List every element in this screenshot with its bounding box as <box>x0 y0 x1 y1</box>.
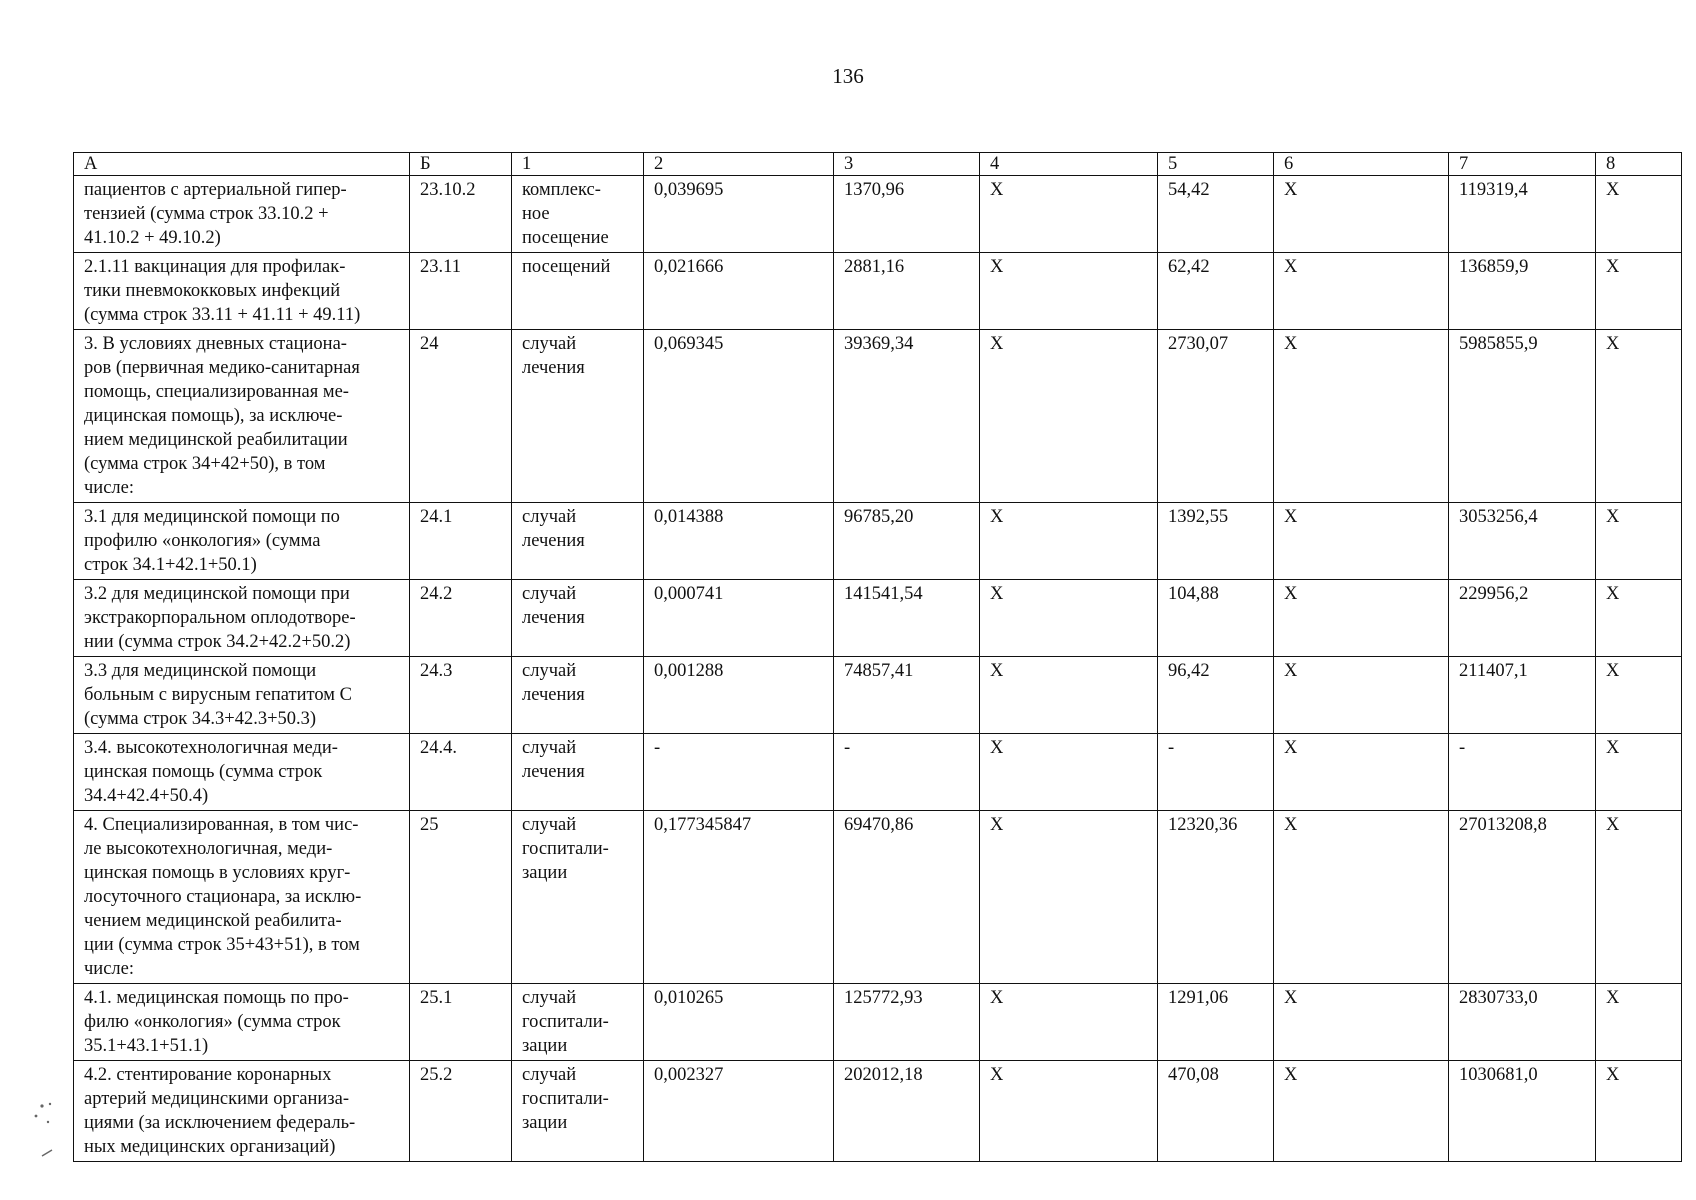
row-value-3: 125772,93 <box>834 984 980 1061</box>
row-value-4: X <box>980 253 1158 330</box>
row-value-2: 0,177345847 <box>644 811 834 984</box>
row-value-3: 69470,86 <box>834 811 980 984</box>
row-value-8: X <box>1596 503 1682 580</box>
row-value-3: 39369,34 <box>834 330 980 503</box>
row-value-5: 62,42 <box>1158 253 1274 330</box>
row-value-8: X <box>1596 657 1682 734</box>
header-cell-3: 3 <box>834 153 980 176</box>
row-value-5: 1291,06 <box>1158 984 1274 1061</box>
row-value-4: X <box>980 811 1158 984</box>
row-value-5: 2730,07 <box>1158 330 1274 503</box>
row-value-7: 5985855,9 <box>1449 330 1596 503</box>
row-value-5: 470,08 <box>1158 1061 1274 1162</box>
row-code: 24.4. <box>410 734 512 811</box>
row-value-8: X <box>1596 1061 1682 1162</box>
row-code: 23.10.2 <box>410 176 512 253</box>
row-value-4: X <box>980 984 1158 1061</box>
row-description: 3. В условиях дневных стациона- ров (первичная медико-санитарная помощь, специализированная ме- дицинская помощь), за исключе- нием медицинской реабилитации (сумма строк 34+42+50), в том числе: <box>74 330 410 503</box>
row-value-4: X <box>980 580 1158 657</box>
row-code: 24.1 <box>410 503 512 580</box>
row-value-4: X <box>980 176 1158 253</box>
header-cell-2: 2 <box>644 153 834 176</box>
row-value-4: X <box>980 657 1158 734</box>
row-value-2: 0,069345 <box>644 330 834 503</box>
row-description: 4.2. стентирование коронарных артерий медицинскими организа- циями (за исключением федераль- ных медицинских организаций) <box>74 1061 410 1162</box>
row-value-2: 0,010265 <box>644 984 834 1061</box>
row-value-4: X <box>980 734 1158 811</box>
row-value-7: 27013208,8 <box>1449 811 1596 984</box>
row-description: 3.3 для медицинской помощи больным с вирусным гепатитом С (сумма строк 34.3+42.3+50.3) <box>74 657 410 734</box>
header-cell-6: 6 <box>1274 153 1449 176</box>
row-value-5: - <box>1158 734 1274 811</box>
row-value-5: 54,42 <box>1158 176 1274 253</box>
row-unit: комплекс- ное посещение <box>512 176 644 253</box>
row-value-6: X <box>1274 1061 1449 1162</box>
header-cell-4: 4 <box>980 153 1158 176</box>
table-row <box>74 1061 1682 1162</box>
row-value-6: X <box>1274 657 1449 734</box>
row-value-8: X <box>1596 811 1682 984</box>
row-value-8: X <box>1596 176 1682 253</box>
row-value-3: - <box>834 734 980 811</box>
row-value-3: 141541,54 <box>834 580 980 657</box>
row-value-8: X <box>1596 984 1682 1061</box>
header-cell-7: 7 <box>1449 153 1596 176</box>
table-row <box>74 811 1682 984</box>
row-unit: случай госпитали- зации <box>512 1061 644 1162</box>
row-value-8: X <box>1596 330 1682 503</box>
row-value-7: 211407,1 <box>1449 657 1596 734</box>
row-unit: случай госпитали- зации <box>512 811 644 984</box>
table-row <box>74 657 1682 734</box>
row-description: 3.1 для медицинской помощи по профилю «онкология» (сумма строк 34.1+42.1+50.1) <box>74 503 410 580</box>
row-value-2: 0,014388 <box>644 503 834 580</box>
row-value-2: 0,000741 <box>644 580 834 657</box>
header-cell-5: 5 <box>1158 153 1274 176</box>
row-value-6: X <box>1274 330 1449 503</box>
row-value-4: X <box>980 503 1158 580</box>
row-value-5: 96,42 <box>1158 657 1274 734</box>
row-value-5: 1392,55 <box>1158 503 1274 580</box>
row-value-7: 3053256,4 <box>1449 503 1596 580</box>
table-row <box>74 253 1682 330</box>
row-value-2: 0,002327 <box>644 1061 834 1162</box>
row-value-6: X <box>1274 811 1449 984</box>
row-description: 3.2 для медицинской помощи при экстракорпоральном оплодотворе- нии (сумма строк 34.2+42.2+50.2) <box>74 580 410 657</box>
row-value-3: 1370,96 <box>834 176 980 253</box>
row-value-2: - <box>644 734 834 811</box>
row-description: 4. Специализированная, в том чис- ле высокотехнологичная, меди- цинская помощь в условиях круг- лосуточного стационара, за исклю- чением медицинской реабилита- ции (сумма строк 35+43+51), в том числе: <box>74 811 410 984</box>
row-value-2: 0,021666 <box>644 253 834 330</box>
row-code: 24 <box>410 330 512 503</box>
table-row <box>74 330 1682 503</box>
row-value-3: 2881,16 <box>834 253 980 330</box>
row-value-2: 0,001288 <box>644 657 834 734</box>
row-value-8: X <box>1596 734 1682 811</box>
scan-speck-mark <box>22 1100 62 1170</box>
row-unit: случай лечения <box>512 503 644 580</box>
row-value-5: 104,88 <box>1158 580 1274 657</box>
row-value-6: X <box>1274 734 1449 811</box>
row-code: 24.2 <box>410 580 512 657</box>
row-unit: случай лечения <box>512 734 644 811</box>
row-value-6: X <box>1274 580 1449 657</box>
row-value-7: 136859,9 <box>1449 253 1596 330</box>
row-value-4: X <box>980 330 1158 503</box>
row-unit: посещений <box>512 253 644 330</box>
row-value-3: 202012,18 <box>834 1061 980 1162</box>
table-row <box>74 580 1682 657</box>
row-value-8: X <box>1596 580 1682 657</box>
row-value-7: 1030681,0 <box>1449 1061 1596 1162</box>
row-value-3: 74857,41 <box>834 657 980 734</box>
row-description: 4.1. медицинская помощь по про- филю «онкология» (сумма строк 35.1+43.1+51.1) <box>74 984 410 1061</box>
header-cell-b: Б <box>410 153 512 176</box>
row-code: 24.3 <box>410 657 512 734</box>
page-number: 136 <box>832 64 864 88</box>
row-value-6: X <box>1274 984 1449 1061</box>
header-cell-a: А <box>74 153 410 176</box>
row-value-7: 229956,2 <box>1449 580 1596 657</box>
row-value-8: X <box>1596 253 1682 330</box>
row-value-2: 0,039695 <box>644 176 834 253</box>
header-cell-8: 8 <box>1596 153 1682 176</box>
table-row <box>74 503 1682 580</box>
row-value-7: - <box>1449 734 1596 811</box>
table-row <box>74 176 1682 253</box>
table-row <box>74 984 1682 1061</box>
row-code: 23.11 <box>410 253 512 330</box>
row-value-7: 119319,4 <box>1449 176 1596 253</box>
table-header-row <box>74 153 1682 176</box>
data-table <box>73 152 1682 1162</box>
row-code: 25 <box>410 811 512 984</box>
row-code: 25.1 <box>410 984 512 1061</box>
row-description: 3.4. высокотехнологичная меди- цинская помощь (сумма строк 34.4+42.4+50.4) <box>74 734 410 811</box>
row-value-6: X <box>1274 253 1449 330</box>
row-value-7: 2830733,0 <box>1449 984 1596 1061</box>
row-description: пациентов с артериальной гипер- тензией (сумма строк 33.10.2 + 41.10.2 + 49.10.2) <box>74 176 410 253</box>
table-row <box>74 734 1682 811</box>
row-value-6: X <box>1274 176 1449 253</box>
row-description: 2.1.11 вакцинация для профилак- тики пневмококковых инфекций (сумма строк 33.11 + 41.11 + 49.11) <box>74 253 410 330</box>
row-value-3: 96785,20 <box>834 503 980 580</box>
row-unit: случай лечения <box>512 657 644 734</box>
row-unit: случай лечения <box>512 580 644 657</box>
row-unit: случай госпитали- зации <box>512 984 644 1061</box>
row-value-6: X <box>1274 503 1449 580</box>
row-unit: случай лечения <box>512 330 644 503</box>
row-value-5: 12320,36 <box>1158 811 1274 984</box>
row-code: 25.2 <box>410 1061 512 1162</box>
row-value-4: X <box>980 1061 1158 1162</box>
header-cell-1: 1 <box>512 153 644 176</box>
